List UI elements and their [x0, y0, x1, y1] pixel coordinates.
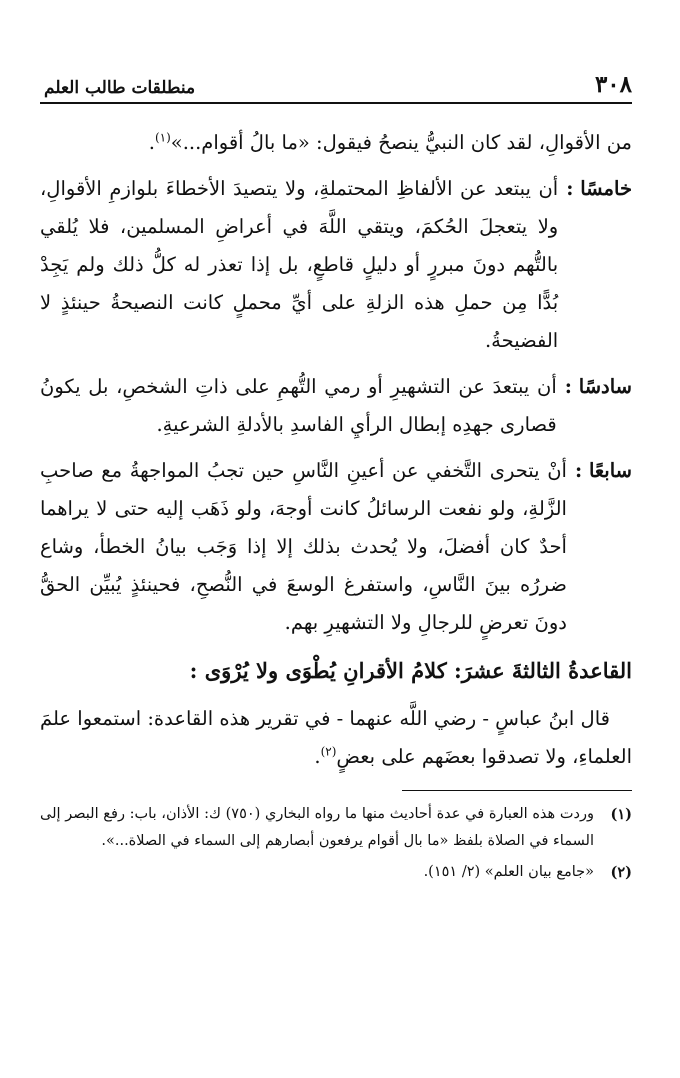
- item-label: سادسًا :: [564, 375, 632, 398]
- item-text: أن يبتعد عن الألفاظِ المحتملةِ، ولا يتصيدَ الأخطاءَ بلوازمِ الأقوالِ، ولا يتعجلَ الحُكمَ، ويتقي اللَّهَ في أعراضِ المسلمين، فلا يُلقي بالتُّهم دونَ مبررٍ أو دليلٍ قاطعٍ، بل إذا تعذر له كلُّ ذلك ولم يَجِدْ بُدًّا مِن حملِ هذه الزلةِ على أيِّ محملٍ كانت النصيحةُ حينئذٍ لا الفضيحةُ.: [40, 177, 559, 352]
- quote-paragraph: [40, 700, 632, 776]
- footnote-text: وردت هذه العبارة في عدة أحاديث منها ما رواه البخاري (٧٥٠) ك: الأذان، باب: رفع البصر إلى السماء في الصلاة بلفظ «ما بال أقوام يرفعون أبصارهم إلى السماء في الصلاة...».: [40, 806, 594, 849]
- item-label: خامسًا :: [566, 177, 632, 200]
- list-item-seventh: [40, 452, 632, 642]
- section-heading: القاعدةُ الثالثةَ عشرَ: كلامُ الأقرانِ يُطْوَى ولا يُرْوَى :: [189, 658, 632, 683]
- item-text: أنْ يتحرى التَّخفي عن أعينِ النَّاسِ حين تجبُ المواجهةُ مع صاحبِ الزَّلةِ، ولو نفعت الرسائلُ كانت أوجهَ، ولو ذَهَب إليه حتى لا يراهما أحدٌ كان أفضلَ، ولا يُحدث بذلك إلا إذا وَجَب بيانُ الخطأ، وشاع ضررُه بينَ النَّاسِ، واستفرغ الوسعَ في النُّصحِ، فحينئذٍ يُبيِّن الحقُّ دونَ تعرضٍ للرجالِ ولا التشهيرِ بهم.: [40, 459, 567, 634]
- book-page: [40, 58, 632, 1058]
- quote-end: .: [314, 745, 321, 768]
- footnotes: [40, 801, 632, 886]
- list-item-sixth: [40, 368, 632, 444]
- page-number: ٣٠٨: [594, 71, 632, 98]
- footnote-ref-2: (٢): [320, 744, 337, 759]
- item-text: أن يبتعدَ عن التشهيرِ أو رمي التُّهمِ على ذاتِ الشخصِ، بل يكونُ قصارى جهدِه إبطال الرأيِ الفاسدِ بالأدلةِ الشرعيةِ.: [40, 375, 557, 436]
- footnote-mark: (٢): [610, 864, 632, 881]
- footnote-item: [40, 801, 632, 855]
- book-title: منطلقات طالب العلم: [44, 78, 196, 98]
- item-label: سابعًا :: [574, 459, 632, 482]
- main-text: [40, 124, 632, 776]
- footnote-ref-1: (١): [154, 130, 171, 145]
- intro-end: .: [148, 131, 155, 154]
- quote-text: قال ابنُ عباسٍ - رضي اللَّه عنهما - في تقرير هذه القاعدة: استمعوا علمَ العلماءِ، ولا تصدقوا بعضَهم على بعضٍ: [40, 707, 632, 768]
- running-header: [40, 58, 632, 104]
- footnote-divider: [402, 790, 632, 791]
- intro-paragraph: [40, 124, 632, 162]
- footnote-item: [40, 859, 632, 886]
- intro-text: من الأقوالِ، لقد كان النبيُّ ينصحُ فيقول: «ما بالُ أقوام...»: [170, 131, 632, 154]
- footnote-text: «جامع بيان العلم» (٢/ ١٥١).: [423, 864, 594, 880]
- footnote-mark: (١): [610, 806, 632, 823]
- list-item-fifth: [40, 170, 632, 360]
